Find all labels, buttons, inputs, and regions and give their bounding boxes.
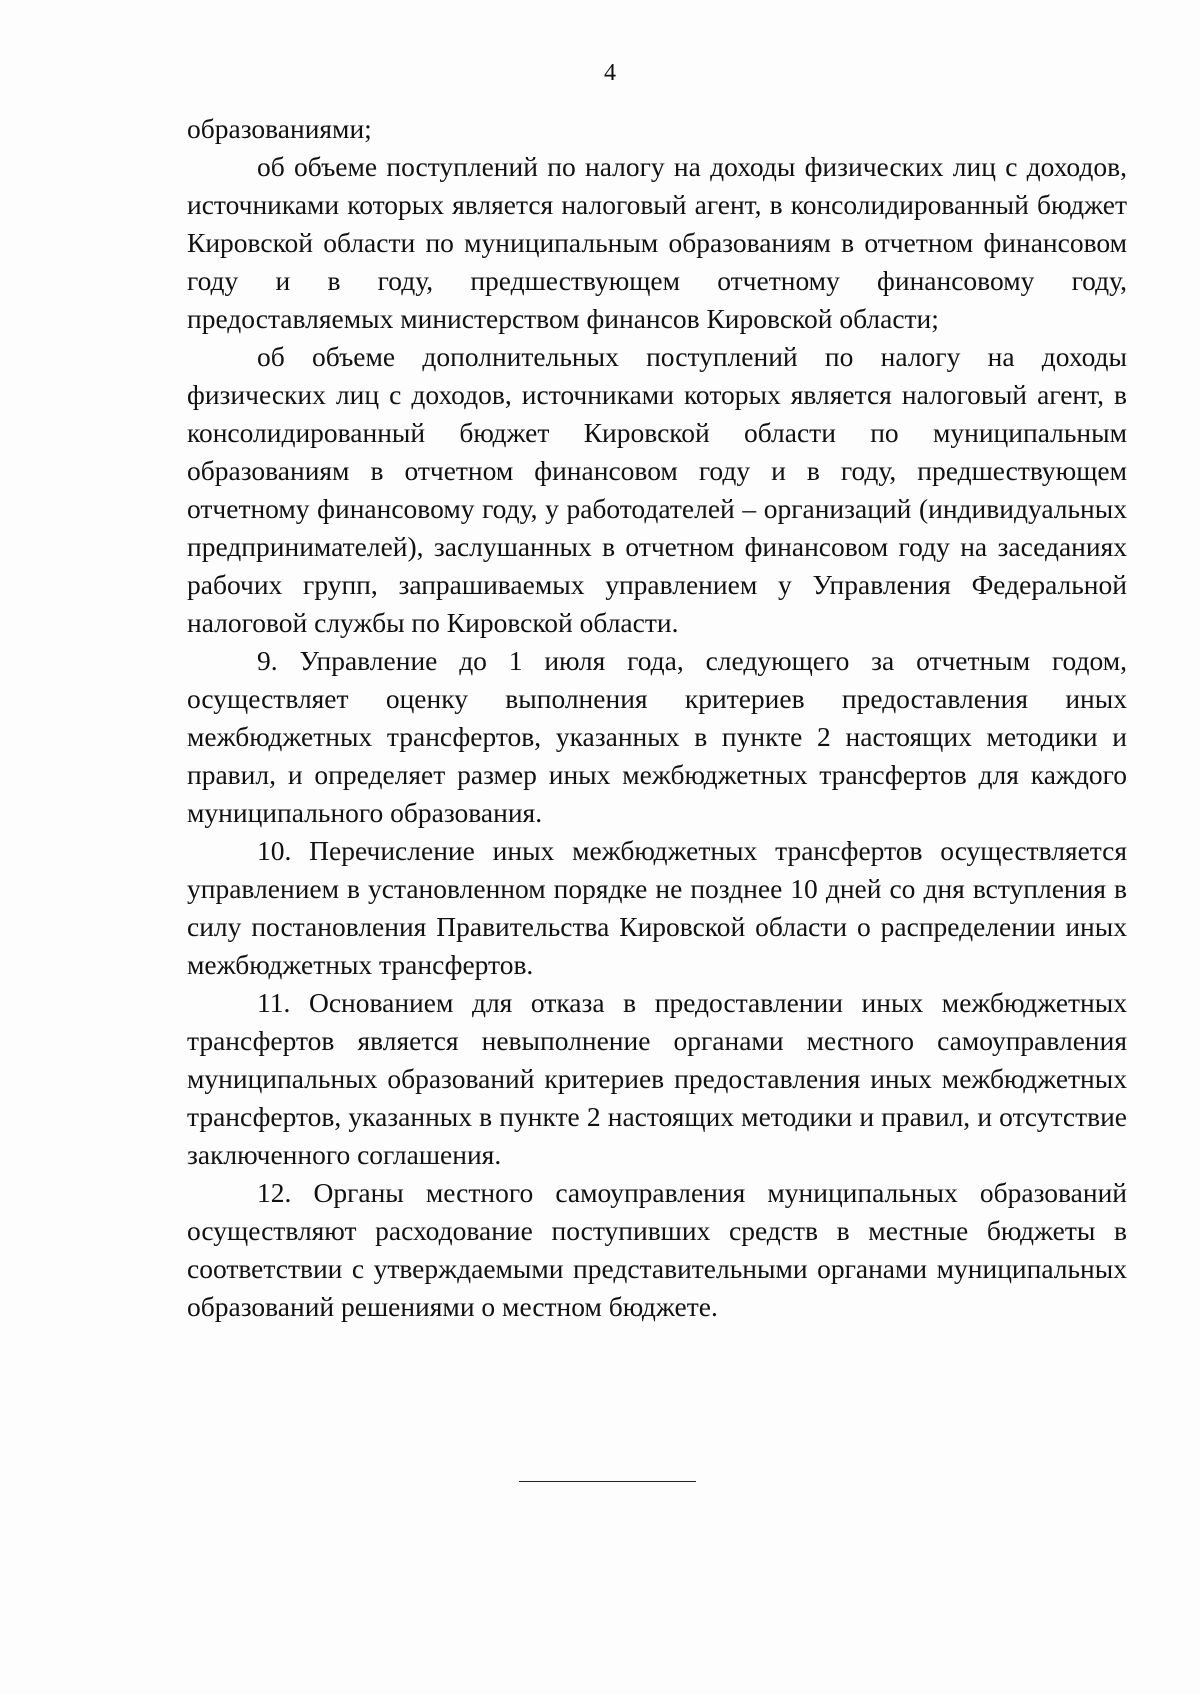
paragraph-continuation: образованиями;	[187, 113, 372, 144]
end-of-document-rule	[519, 1481, 696, 1482]
paragraph-item-10: 10. Перечисление иных межбюджетных трансфертов осуществляется управлением в установленном порядке не позднее 10 дней со дня вступления в силу постановления Правительства Кировской области о распределении иных межбюджетных трансфертов.	[187, 835, 1127, 980]
paragraph-income-tax-volume: об объеме поступлений по налогу на доходы физических лиц с доходов, источниками которых является налоговый агент, в консолидированный бюджет Кировской области по муниципальным образованиям в отчетном финансовом году и в году, предшествующем отчетному финансовому году, предоставляемых министерством финансов Кировской области;	[187, 151, 1127, 334]
paragraph-additional-income-tax: об объеме дополнительных поступлений по налогу на доходы физических лиц с доходов, источниками которых является налоговый агент, в консолидированный бюджет Кировской области по муниципальным образованиям в отчетном финансовом году и в году, предшествующем отчетному финансовому году, у работодателей – организаций (индивидуальных предпринимателей), заслушанных в отчетном финансовом году на заседаниях рабочих групп, запрашиваемых управлением у Управления Федеральной налоговой службы по Кировской области.	[187, 341, 1127, 638]
paragraph-item-9: 9. Управление до 1 июля года, следующего за отчетным годом, осуществляет оценку выполнения критериев предоставления иных межбюджетных трансфертов, указанных в пункте 2 настоящих методики и правил, и определяет размер иных межбюджетных трансфертов для каждого муниципального образования.	[187, 645, 1127, 828]
page-number: 4	[604, 60, 616, 86]
paragraph-item-11: 11. Основанием для отказа в предоставлении иных межбюджетных трансфертов является невыполнение органами местного самоуправления муниципальных образований критериев предоставления иных межбюджетных трансфертов, указанных в пункте 2 настоящих методики и правил, и отсутствие заключенного соглашения.	[187, 987, 1127, 1170]
paragraph-item-12: 12. Органы местного самоуправления муниципальных образований осуществляют расходование поступивших средств в местные бюджеты в соответствии с утверждаемыми представительными органами муниципальных образований решениями о местном бюджете.	[187, 1177, 1127, 1322]
document-body	[187, 110, 1127, 1326]
